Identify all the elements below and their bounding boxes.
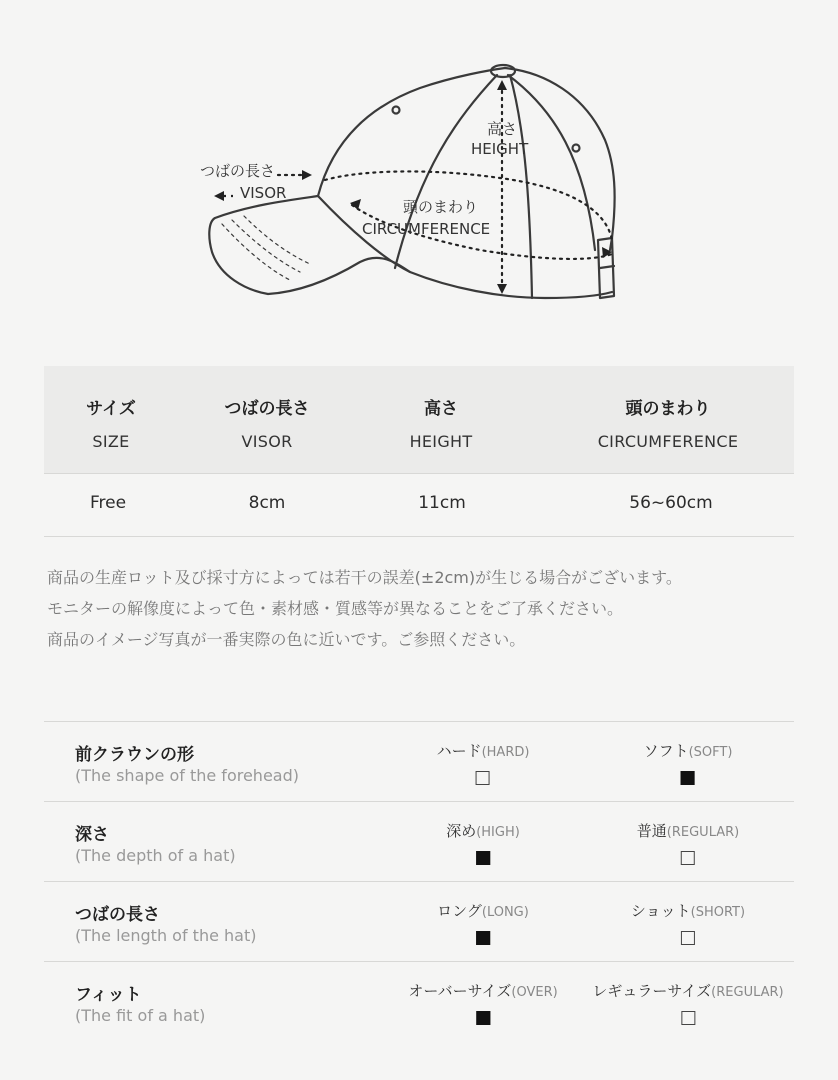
- fit-row-visor-length: [44, 881, 794, 961]
- checkbox: [476, 851, 490, 865]
- cell-height: 11cm: [418, 493, 466, 513]
- header-circumference-en: CIRCUMFERENCE: [597, 432, 739, 451]
- fit-row-forehead: [44, 721, 794, 801]
- option-label-en: (LONG): [481, 905, 529, 920]
- option-regular: [637, 820, 739, 865]
- fit-title: つばの長さ: [75, 905, 160, 925]
- header-circumference-jp: 頭のまわり: [625, 399, 711, 419]
- circumference-label-en: CIRCUMFERENCE: [362, 220, 491, 238]
- option-label-en: (SHORT): [690, 905, 746, 920]
- checkbox: [476, 931, 490, 945]
- fit-row-fit: [44, 961, 794, 1041]
- option-label-en: (OVER): [511, 985, 558, 1000]
- option-label-en: (SOFT): [688, 745, 733, 760]
- size-table-header: [44, 366, 794, 474]
- header-visor-jp: つばの長さ: [224, 399, 310, 419]
- cell-visor: 8cm: [248, 493, 286, 513]
- fit-row-depth: [44, 801, 794, 881]
- visor-label-en: VISOR: [240, 184, 287, 202]
- fit-table: [44, 721, 794, 1041]
- size-table: [44, 366, 794, 537]
- fit-title: フィット: [75, 985, 142, 1005]
- option-label: 深め: [446, 822, 477, 840]
- option-short: [631, 900, 745, 945]
- cell-circumference: 56~60cm: [629, 493, 713, 513]
- note-line: 商品の生産ロット及び採寸方によっては若干の誤差(±2cm)が生じる場合がございます。: [47, 568, 682, 587]
- table-row: [44, 474, 794, 537]
- option-label-en: (REGULAR): [666, 825, 740, 840]
- checkbox: [681, 931, 695, 945]
- header-size-en: SIZE: [92, 432, 130, 451]
- option-long: [437, 900, 529, 945]
- fit-subtitle: (The depth of a hat): [75, 846, 236, 865]
- fit-title: 深さ: [75, 825, 109, 845]
- height-label-en: HEIGHT: [471, 140, 529, 158]
- header-height-en: HEIGHT: [409, 432, 473, 451]
- fit-subtitle: (The fit of a hat): [75, 1006, 206, 1025]
- visor-label-jp: つばの長さ: [200, 162, 276, 180]
- option-label: ハード: [436, 742, 482, 760]
- option-label: オーバーサイズ: [408, 982, 512, 1000]
- cell-size: Free: [89, 493, 127, 513]
- header-height-jp: 高さ: [424, 399, 458, 419]
- height-label-jp: 高さ: [487, 120, 518, 138]
- checkbox: [681, 771, 695, 785]
- fit-subtitle: (The shape of the forehead): [75, 766, 299, 785]
- fit-title: 前クラウンの形: [75, 745, 194, 765]
- option-regular-size: [592, 980, 783, 1025]
- option-label: 普通: [636, 822, 667, 840]
- checkbox: [681, 851, 695, 865]
- note-line: モニターの解像度によって色・素材感・質感等が異なることをご了承ください。: [47, 599, 624, 618]
- checkbox: [476, 1011, 490, 1025]
- option-label: ショット: [630, 902, 691, 920]
- notes: [47, 562, 682, 655]
- header-size-jp: サイズ: [86, 399, 136, 419]
- option-high: [446, 820, 520, 865]
- option-over: [408, 980, 557, 1025]
- option-label: ソフト: [643, 742, 689, 760]
- header-visor-en: VISOR: [241, 432, 293, 451]
- option-label-en: (HIGH): [476, 825, 520, 840]
- note-line: 商品のイメージ写真が一番実際の色に近いです。ご参照ください。: [47, 630, 526, 649]
- cap-diagram: [0, 0, 838, 340]
- circumference-label-jp: 頭のまわり: [403, 198, 479, 216]
- option-label: ロング: [437, 902, 482, 920]
- checkbox: [476, 771, 490, 785]
- option-hard: [437, 740, 530, 785]
- option-label: レギュラーサイズ: [592, 982, 712, 1000]
- option-soft: [644, 740, 733, 785]
- fit-subtitle: (The length of the hat): [75, 926, 257, 945]
- option-label-en: (REGULAR): [711, 985, 784, 1000]
- cap-illustration: [0, 0, 838, 340]
- checkbox: [681, 1011, 695, 1025]
- option-label-en: (HARD): [481, 745, 530, 760]
